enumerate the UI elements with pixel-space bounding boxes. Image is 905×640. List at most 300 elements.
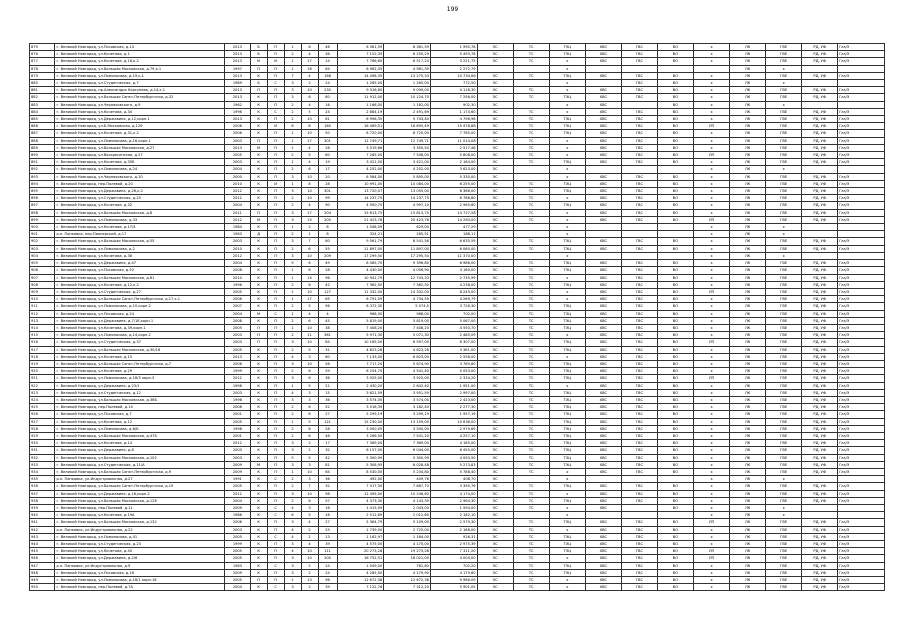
cell-v2: 3 925,00 — [384, 375, 431, 382]
table-row — [30, 454, 885, 461]
cell-t5: ГВС — [621, 44, 657, 51]
cell-t3: х — [549, 216, 585, 223]
cell-num: 918 — [30, 353, 55, 360]
cell-v3: 4 257,10 — [430, 432, 477, 439]
cell-t6: ВО — [657, 541, 693, 548]
cell-t10: РД, УФ — [802, 411, 838, 418]
cell-t2 — [513, 231, 549, 238]
cell-t8: ЛК — [730, 44, 766, 51]
cell-t11: Газ/Э — [838, 260, 885, 267]
cell-t5: ГВС — [621, 195, 657, 202]
register-table — [29, 43, 885, 591]
cell-t5 — [621, 166, 657, 173]
cell-t10: РД, УФ — [802, 144, 838, 151]
cell-v2: 12 672,38 — [384, 577, 431, 584]
cell-f: 13 — [318, 533, 337, 540]
cell-year: 2001 — [225, 432, 250, 439]
cell-address: г. Великий Новгород, ул.Б.Московская, д.126 — [55, 123, 225, 130]
cell-d: 2 — [284, 404, 301, 411]
cell-t9: ГВЕ — [766, 404, 802, 411]
cell-v3: 2 965,60 — [430, 202, 477, 209]
cell-f: 42 — [318, 281, 337, 288]
cell-d: 3 — [284, 188, 301, 195]
cell-e: 2 — [301, 80, 318, 87]
cell-e: 4 — [301, 310, 318, 317]
cell-t8: ЛК — [730, 490, 766, 497]
cell-t8: ЛК — [730, 281, 766, 288]
cell-num: 929 — [30, 432, 55, 439]
cell-t2 — [513, 476, 549, 483]
cell-v3: 1 951,00 — [430, 382, 477, 389]
cell-t9: ГВЕ — [766, 238, 802, 245]
cell-t4 — [585, 512, 621, 519]
cell-t1: ЭС — [477, 87, 513, 94]
cell-t3: х — [549, 65, 585, 72]
cell-v1: 1 162,97 — [337, 533, 384, 540]
cell-c: П — [267, 353, 284, 360]
cell-v3: 4 093,50 — [430, 454, 477, 461]
cell-t10: РД, УФ — [802, 296, 838, 303]
cell-t9: ГВЕ — [766, 303, 802, 310]
cell-v3: 2 964,30 — [430, 497, 477, 504]
cell-b: К — [250, 94, 267, 101]
cell-v2: 10 124,70 — [384, 94, 431, 101]
cell-d: 1 — [284, 224, 301, 231]
cell-t9: ГВЕ — [766, 281, 802, 288]
cell-t8: ЛК — [730, 231, 766, 238]
cell-v2: 5 234,80 — [384, 468, 431, 475]
cell-t10: РД, УФ — [802, 454, 838, 461]
cell-t6: ВО — [657, 360, 693, 367]
cell-t3: ТЭЦ — [549, 375, 585, 382]
cell-t11: Газ/Э — [838, 51, 885, 58]
table-row — [30, 144, 885, 151]
cell-t9: х — [766, 512, 802, 519]
table-row — [30, 360, 885, 367]
cell-t11: Газ/Э — [838, 562, 885, 569]
cell-f: 96 — [318, 303, 337, 310]
cell-t11: Газ/Э — [838, 296, 885, 303]
cell-num: 937 — [30, 490, 55, 497]
cell-t7: х — [693, 267, 729, 274]
cell-t1: ЭС — [477, 166, 513, 173]
cell-b: К — [250, 317, 267, 324]
cell-t3: х — [549, 108, 585, 115]
table-row — [30, 224, 885, 231]
cell-address: г. Великий Новгород, ул.Державина, д.23/1 — [55, 382, 225, 389]
cell-year: 2003 — [225, 454, 250, 461]
cell-e: 4 — [301, 519, 318, 526]
table-row — [30, 533, 885, 540]
cell-v3: 1 174,60 — [430, 108, 477, 115]
cell-t3: ТЭЦ — [549, 238, 585, 245]
cell-t1: ЭС — [477, 346, 513, 353]
cell-t10: РД, УФ — [802, 180, 838, 187]
cell-t3: ТЭЦ — [549, 202, 585, 209]
cell-t6: ВО — [657, 432, 693, 439]
cell-t3: ТЭЦ — [549, 411, 585, 418]
cell-t3: х — [549, 195, 585, 202]
cell-num: 936 — [30, 483, 55, 490]
cell-v1: 6 996,35 — [337, 116, 384, 123]
cell-t3: х — [549, 505, 585, 512]
cell-address: р.п. Панковка, ул.Индустриальная, д.27 — [55, 476, 225, 483]
cell-t4: ХВС — [585, 94, 621, 101]
cell-t11 — [838, 476, 885, 483]
cell-v2: 9 396,80 — [384, 260, 431, 267]
cell-c: П — [267, 152, 284, 159]
cell-t1: ЭС — [477, 216, 513, 223]
cell-num: 877 — [30, 58, 55, 65]
cell-d: 6 — [284, 512, 301, 519]
cell-t3: х — [549, 58, 585, 65]
cell-v3: 11 370,00 — [430, 252, 477, 259]
cell-v1: 10 165,00 — [337, 339, 384, 346]
cell-v2: 6 517,24 — [384, 58, 431, 65]
cell-v2: 3 350,50 — [384, 144, 431, 151]
cell-year: 2011 — [225, 209, 250, 216]
cell-t2 — [513, 512, 549, 519]
cell-d: 2 — [284, 476, 301, 483]
cell-t1: ЭС — [477, 432, 513, 439]
cell-t4: ХВС — [585, 274, 621, 281]
cell-t11: Газ/Э — [838, 346, 885, 353]
cell-t9: ГВЕ — [766, 483, 802, 490]
cell-t9: ГВЕ — [766, 116, 802, 123]
cell-v1: 13 720,07 — [337, 188, 384, 195]
cell-t2: ТС — [513, 274, 549, 281]
cell-t9: ГВЕ — [766, 396, 802, 403]
cell-v2: 4 175,00 — [384, 541, 431, 548]
cell-t6 — [657, 65, 693, 72]
cell-b: Д — [250, 231, 267, 238]
cell-t1: ЭС — [477, 454, 513, 461]
cell-v3: 188,11 — [430, 231, 477, 238]
cell-num: 888 — [30, 137, 55, 144]
cell-t9: ГВЕ — [766, 454, 802, 461]
cell-t3: х — [549, 274, 585, 281]
cell-c: П — [267, 368, 284, 375]
cell-t5 — [621, 101, 657, 108]
cell-b: К — [250, 245, 267, 252]
cell-t9: х — [766, 476, 802, 483]
cell-v2: 8 720,00 — [384, 130, 431, 137]
cell-e: 6 — [301, 44, 318, 51]
cell-t11: Газ/Э — [838, 447, 885, 454]
cell-b: К — [250, 116, 267, 123]
cell-t7: х — [693, 332, 729, 339]
cell-t3: х — [549, 577, 585, 584]
cell-e: 4 — [301, 144, 318, 151]
cell-v2: 4 623,28 — [384, 346, 431, 353]
cell-c: П — [267, 274, 284, 281]
cell-v2: 4 541,40 — [384, 368, 431, 375]
cell-address: г. Великий Новгород, ул.Большая Московская, д.8 — [55, 209, 225, 216]
cell-t2: ТС — [513, 382, 549, 389]
cell-t6 — [657, 166, 693, 173]
cell-t4: ХВС — [585, 461, 621, 468]
cell-b: К — [250, 526, 267, 533]
cell-address: г. Великий Новгород, ул.Державина, д.2/6 — [55, 555, 225, 562]
cell-f: 80 — [318, 152, 337, 159]
cell-t11: Газ/Э — [838, 396, 885, 403]
cell-v2: 8 541,56 — [384, 238, 431, 245]
cell-v3: 926,31 — [430, 533, 477, 540]
table-row — [30, 101, 885, 108]
cell-t3: ТЭЦ — [549, 51, 585, 58]
cell-t1: ЭС — [477, 339, 513, 346]
cell-num: 879 — [30, 72, 55, 79]
cell-t4: ХВС — [585, 375, 621, 382]
cell-t3: ТЭЦ — [549, 130, 585, 137]
cell-t4: ХВС — [585, 281, 621, 288]
cell-b: К — [250, 555, 267, 562]
cell-t8: ЛК — [730, 65, 766, 72]
cell-t4: ХВС — [585, 144, 621, 151]
cell-t2: ТС — [513, 562, 549, 569]
cell-v1: 7 122,76 — [337, 584, 384, 591]
table-row — [30, 375, 885, 382]
cell-t3: х — [549, 166, 585, 173]
cell-c: П — [267, 497, 284, 504]
cell-year: 2008 — [225, 317, 250, 324]
cell-v3: 6 635,59 — [430, 238, 477, 245]
cell-t2: ТС — [513, 425, 549, 432]
cell-t11 — [838, 101, 885, 108]
cell-f: 24 — [318, 80, 337, 87]
cell-t4: ХВС — [585, 432, 621, 439]
cell-t4: ХВС — [585, 324, 621, 331]
cell-t3: х — [549, 512, 585, 519]
cell-t7: х — [693, 526, 729, 533]
cell-t5 — [621, 65, 657, 72]
cell-b: Б — [250, 80, 267, 87]
cell-e: 16 — [301, 65, 318, 72]
cell-t3: х — [549, 584, 585, 591]
cell-t3: ТЭЦ — [549, 404, 585, 411]
cell-t8: ЛК — [730, 396, 766, 403]
cell-t1: ЭС — [477, 101, 513, 108]
cell-year: 2013 — [225, 144, 250, 151]
cell-t10: РД, УФ — [802, 173, 838, 180]
cell-e: 10 — [301, 173, 318, 180]
table-row — [30, 562, 885, 569]
cell-v1: 5 299,19 — [337, 411, 384, 418]
cell-v3: 3 726,30 — [430, 303, 477, 310]
cell-t2: ТС — [513, 281, 549, 288]
cell-t8: ЛК — [730, 440, 766, 447]
cell-t7: х — [693, 432, 729, 439]
cell-t7: х — [693, 260, 729, 267]
cell-t8: ЛК — [730, 188, 766, 195]
cell-d: 1 — [284, 144, 301, 151]
cell-f: 27 — [318, 519, 337, 526]
cell-t4: ХВС — [585, 569, 621, 576]
cell-t7: х — [693, 310, 729, 317]
cell-t2: ТС — [513, 260, 549, 267]
cell-v1: 11 897,00 — [337, 245, 384, 252]
cell-t8: ЛК — [730, 224, 766, 231]
cell-f: 46 — [318, 432, 337, 439]
cell-b: К — [250, 72, 267, 79]
cell-t1: ЭС — [477, 368, 513, 375]
cell-t3: ТЭЦ — [549, 519, 585, 526]
cell-num: 938 — [30, 497, 55, 504]
cell-t8: ЛК — [730, 101, 766, 108]
cell-t4: ХВС — [585, 58, 621, 65]
cell-t7: х — [693, 533, 729, 540]
cell-d: 3 — [284, 541, 301, 548]
cell-t5: ГВС — [621, 418, 657, 425]
cell-t4: ХВС — [585, 389, 621, 396]
cell-num: 893 — [30, 173, 55, 180]
cell-t5: ГВС — [621, 216, 657, 223]
cell-t9: х — [766, 505, 802, 512]
cell-b: К — [250, 267, 267, 274]
cell-v1: 4 373,30 — [337, 497, 384, 504]
cell-v2: 5 674,90 — [384, 360, 431, 367]
cell-t9: ГВЕ — [766, 569, 802, 576]
cell-b: К — [250, 224, 267, 231]
cell-t7: ЛП — [693, 339, 729, 346]
cell-c: П — [267, 51, 284, 58]
cell-t1: ЭС — [477, 173, 513, 180]
cell-t11: Газ/Э — [838, 519, 885, 526]
cell-v1: 7 133,00 — [337, 353, 384, 360]
table-row — [30, 209, 885, 216]
cell-t9: ГВЕ — [766, 324, 802, 331]
cell-t1: ЭС — [477, 418, 513, 425]
cell-b: К — [250, 519, 267, 526]
cell-t11: Газ/Э — [838, 144, 885, 151]
cell-f: 99 — [318, 195, 337, 202]
cell-t3: ТЭЦ — [549, 418, 585, 425]
cell-t7: х — [693, 404, 729, 411]
cell-t1: ЭС — [477, 512, 513, 519]
cell-address: г. Великий Новгород, ул.Псковская, д.7 — [55, 411, 225, 418]
cell-address: г. Великий Новгород, ул.Большая Санкт-Петербургская, д.19 — [55, 483, 225, 490]
table-row — [30, 188, 885, 195]
cell-t1: ЭС — [477, 80, 513, 87]
cell-t3: х — [549, 332, 585, 339]
cell-address: г. Великий Новгород, ул.Большая Московская, д.55 — [55, 238, 225, 245]
cell-v3: 2 579,30 — [430, 519, 477, 526]
cell-t4: ХВС — [585, 173, 621, 180]
cell-t5: ГВС — [621, 274, 657, 281]
cell-t11: Газ/Э — [838, 202, 885, 209]
cell-t5: ГВС — [621, 461, 657, 468]
cell-t9: ГВЕ — [766, 72, 802, 79]
cell-t11: Газ/Э — [838, 288, 885, 295]
cell-t11: Газ/Э — [838, 130, 885, 137]
cell-c: П — [267, 541, 284, 548]
cell-t5: ГВС — [621, 454, 657, 461]
cell-t2: ТС — [513, 505, 549, 512]
cell-e: 3 — [301, 476, 318, 483]
cell-v1: 4 430,00 — [337, 267, 384, 274]
cell-t2: ТС — [513, 58, 549, 65]
cell-t11: Газ/Э — [838, 180, 885, 187]
cell-c: П — [267, 483, 284, 490]
cell-t6: ВО — [657, 51, 693, 58]
cell-v2: 6 028,48 — [384, 461, 431, 468]
cell-t7: х — [693, 569, 729, 576]
cell-v2: 762,80 — [384, 562, 431, 569]
cell-t1: ЭС — [477, 353, 513, 360]
cell-d: 2 — [284, 202, 301, 209]
cell-d: 2 — [284, 368, 301, 375]
cell-num: 876 — [30, 51, 55, 58]
cell-t10 — [802, 476, 838, 483]
cell-t11: Газ/Э — [838, 209, 885, 216]
cell-d: 4 — [284, 548, 301, 555]
cell-num: 886 — [30, 123, 55, 130]
cell-t11: Газ/Э — [838, 152, 885, 159]
cell-v2: 1 162,00 — [384, 101, 431, 108]
cell-f: 65 — [318, 296, 337, 303]
cell-v3: 6 455,00 — [430, 447, 477, 454]
cell-t6: ВО — [657, 173, 693, 180]
cell-t11: Газ/Э — [838, 389, 885, 396]
cell-t1: ЭС — [477, 396, 513, 403]
cell-d: 3 — [284, 339, 301, 346]
cell-t11: Газ/Э — [838, 159, 885, 166]
cell-b: К — [250, 404, 267, 411]
cell-t4 — [585, 224, 621, 231]
cell-c: П — [267, 44, 284, 51]
cell-t4: ХВС — [585, 360, 621, 367]
cell-year: 1998 — [225, 425, 250, 432]
cell-t3: х — [549, 490, 585, 497]
cell-t11: Газ/Э — [838, 353, 885, 360]
cell-address: г. Великий Новгород, пр.Александра Корсунова, д.14,к.1 — [55, 87, 225, 94]
cell-t2: ТС — [513, 468, 549, 475]
cell-t10: РД, УФ — [802, 58, 838, 65]
cell-d: 2 — [284, 303, 301, 310]
cell-t1: ЭС — [477, 483, 513, 490]
cell-v1: 14 498,35 — [337, 72, 384, 79]
cell-c: П — [267, 267, 284, 274]
cell-d: 5 — [284, 454, 301, 461]
cell-t4: ХВС — [585, 209, 621, 216]
cell-year: 2013 — [225, 353, 250, 360]
cell-address: г. Великий Новгород, ул.Студенческая, д.27 — [55, 288, 225, 295]
cell-address: г. Великий Новгород, ул.Кочетова, д.40 — [55, 548, 225, 555]
cell-f: 14 — [318, 58, 337, 65]
cell-v3: 7 256,00 — [430, 94, 477, 101]
cell-c: П — [267, 252, 284, 259]
cell-t2: ТС — [513, 584, 549, 591]
cell-v1: 7 152,35 — [337, 51, 384, 58]
cell-v3: 702,00 — [430, 310, 477, 317]
cell-v1: 5 971,30 — [337, 332, 384, 339]
cell-v3: 6 255,00 — [430, 180, 477, 187]
cell-e: 2 — [301, 447, 318, 454]
cell-address: г. Великий Новгород, ул.Студенческая, д.37 — [55, 339, 225, 346]
cell-t6: ВО — [657, 130, 693, 137]
cell-v1: 492,00 — [337, 476, 384, 483]
cell-v1: 5 308,95 — [337, 461, 384, 468]
cell-t9: ГВЕ — [766, 123, 802, 130]
cell-t1: ЭС — [477, 224, 513, 231]
cell-t10 — [802, 80, 838, 87]
cell-num: 908 — [30, 281, 55, 288]
cell-t8: ЛК — [730, 360, 766, 367]
cell-t6: ВО — [657, 245, 693, 252]
cell-e: 17 — [301, 296, 318, 303]
cell-t8: ЛК — [730, 382, 766, 389]
cell-t6: ВО — [657, 569, 693, 576]
